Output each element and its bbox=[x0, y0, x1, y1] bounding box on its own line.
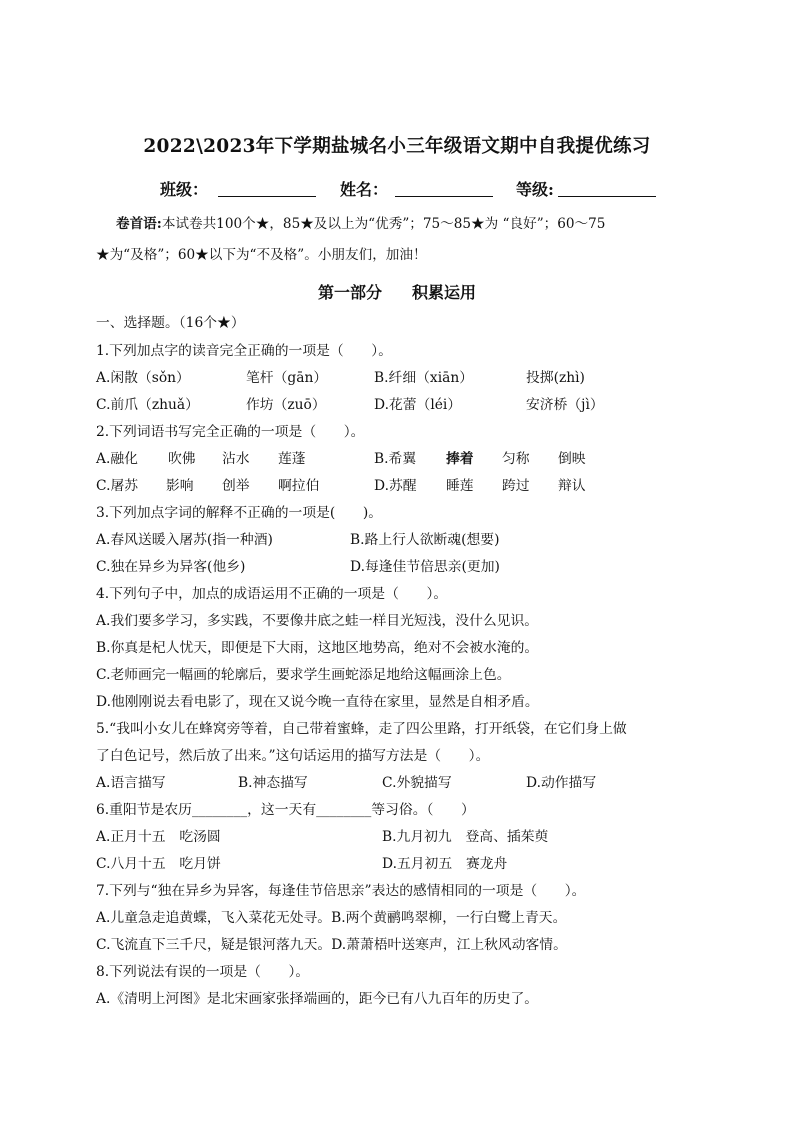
q5-option-a: A.语言描写 bbox=[96, 775, 166, 791]
q5-stem-line-1: 5.“我叫小女儿在蜂窝旁等着，自己带着蜜蜂，走了四公里路，打开纸袋，在它们身上做 bbox=[96, 721, 627, 737]
q1-option-b2: 投掷(zhì) bbox=[526, 370, 585, 386]
intro-line-1 bbox=[96, 212, 752, 232]
q8-option-a: A.《清明上河图》是北宋画家张择端画的，距今已有八九百年的历史了。 bbox=[96, 991, 539, 1007]
q2-d-word: 辩认 bbox=[558, 478, 586, 494]
q2-b-word: 捧着 bbox=[446, 451, 474, 467]
question-group-heading: 一、选择题。（16个★） bbox=[96, 315, 245, 331]
section-name: 积累运用 bbox=[412, 283, 477, 302]
q3-option-b: B.路上行人欲断魂(想要) bbox=[350, 532, 500, 548]
name-blank[interactable] bbox=[395, 196, 493, 197]
q5-stem-line-2: 了白色记号，然后放了出来。”这句话运用的描写方法是（ ）。 bbox=[96, 748, 490, 764]
q2-a-word: 莲蓬 bbox=[278, 451, 306, 467]
exam-title: 2022\2023年下学期盐城名小三年级语文期中自我提优练习 bbox=[143, 136, 651, 157]
q6-option-b: B.九月初九 登高、插茱萸 bbox=[382, 829, 549, 845]
intro-text-1: 本试卷共100个★，85★及以上为“优秀”；75～85★为 “良好”；60～75 bbox=[161, 216, 606, 232]
q2-d-word: D.苏醒 bbox=[374, 478, 417, 494]
student-info-row bbox=[0, 174, 794, 204]
q2-b-word: 匀称 bbox=[502, 451, 530, 467]
q2-a-word: 吹佛 bbox=[168, 451, 196, 467]
q8-stem: 8.下列说法有误的一项是（ ）。 bbox=[96, 964, 310, 980]
q3-option-d: D.每逢佳节倍思亲(更加) bbox=[350, 559, 500, 575]
q7-options-ab: A.儿童急走追黄蝶，飞入菜花无处寻。B.两个黄鹂鸣翠柳，一行白鹭上青天。 bbox=[96, 910, 567, 926]
q3-option-c: C.独在异乡为异客(他乡) bbox=[96, 559, 246, 575]
q2-c-word: 影响 bbox=[166, 478, 194, 494]
q1-option-a1: A.闲散（sǒn） bbox=[96, 370, 190, 386]
q2-d-word: 睡莲 bbox=[446, 478, 474, 494]
q1-option-b1: B.纤细（xiān） bbox=[374, 370, 474, 386]
q4-option-b: B.你真是杞人忧天，即便是下大雨，这地区地势高，绝对不会被水淹的。 bbox=[96, 640, 539, 656]
q1-stem: 1.下列加点字的读音完全正确的一项是（ ）。 bbox=[96, 343, 392, 359]
q1-option-d2: 安济桥（jì） bbox=[526, 397, 604, 413]
q2-stem: 2.下列词语书写完全正确的一项是（ ）。 bbox=[96, 424, 365, 440]
q1-option-a2: 笔杆（gān） bbox=[246, 370, 328, 386]
q4-stem: 4.下列句子中，加点的成语运用不正确的一项是（ ）。 bbox=[96, 586, 448, 602]
q1-option-c2: 作坊（zuō） bbox=[246, 397, 326, 413]
grade-label: 等级: bbox=[516, 180, 554, 199]
q2-a-word: 沾水 bbox=[222, 451, 250, 467]
q4-option-d: D.他刚刚说去看电影了，现在又说今晚一直待在家里，显然是自相矛盾。 bbox=[96, 694, 539, 710]
q1-option-d1: D.花蕾（léi） bbox=[374, 397, 462, 413]
q2-a-word: A.融化 bbox=[96, 451, 138, 467]
q6-stem: 6.重阳节是农历________，这一天有________等习俗。（ ） bbox=[96, 802, 475, 818]
q1-option-c1: C.前爪（zhuǎ） bbox=[96, 397, 199, 413]
q2-b-word: 倒映 bbox=[558, 451, 586, 467]
q6-option-d: D.五月初五 赛龙舟 bbox=[382, 856, 508, 872]
q4-option-c: C.老师画完一幅画的轮廓后，要求学生画蛇添足地给这幅画涂上色。 bbox=[96, 667, 511, 683]
q2-c-word: 啊拉伯 bbox=[278, 478, 320, 494]
q4-option-a: A.我们要多学习，多实践，不要像井底之蛙一样目光短浅，没什么见识。 bbox=[96, 613, 539, 629]
intro-line-2: ★为“及格”；60★以下为“不及格”。小朋友们，加油！ bbox=[96, 247, 427, 263]
q6-option-c: C.八月十五 吃月饼 bbox=[96, 856, 221, 872]
q2-b-word: B.希翼 bbox=[374, 451, 417, 467]
section-part: 第一部分 bbox=[317, 283, 382, 302]
q5-option-b: B.神态描写 bbox=[238, 775, 308, 791]
class-label: 班级： bbox=[160, 180, 209, 199]
q3-stem: 3.下列加点字词的解释不正确的一项是( )。 bbox=[96, 505, 383, 521]
q5-option-c: C.外貌描写 bbox=[382, 775, 452, 791]
q2-c-word: C.屠苏 bbox=[96, 478, 139, 494]
section-heading bbox=[0, 280, 794, 303]
q7-stem: 7.下列与“独在异乡为异客，每逢佳节倍思亲”表达的感情相同的一项是（ ）。 bbox=[96, 883, 586, 899]
q2-d-word: 跨过 bbox=[502, 478, 530, 494]
q5-option-d: D.动作描写 bbox=[526, 775, 597, 791]
q6-option-a: A.正月十五 吃汤圆 bbox=[96, 829, 221, 845]
q3-option-a: A.春风送暖入屠苏(指一种酒) bbox=[96, 532, 273, 548]
intro-label: 卷首语: bbox=[116, 216, 162, 232]
class-blank[interactable] bbox=[218, 196, 316, 197]
q7-options-cd: C.飞流直下三千尺，疑是银河落九天。D.萧萧梧叶送寒声，江上秋风动客情。 bbox=[96, 937, 567, 953]
name-label: 姓名： bbox=[340, 180, 389, 199]
grade-blank[interactable] bbox=[558, 196, 656, 197]
q2-c-word: 创举 bbox=[222, 478, 250, 494]
